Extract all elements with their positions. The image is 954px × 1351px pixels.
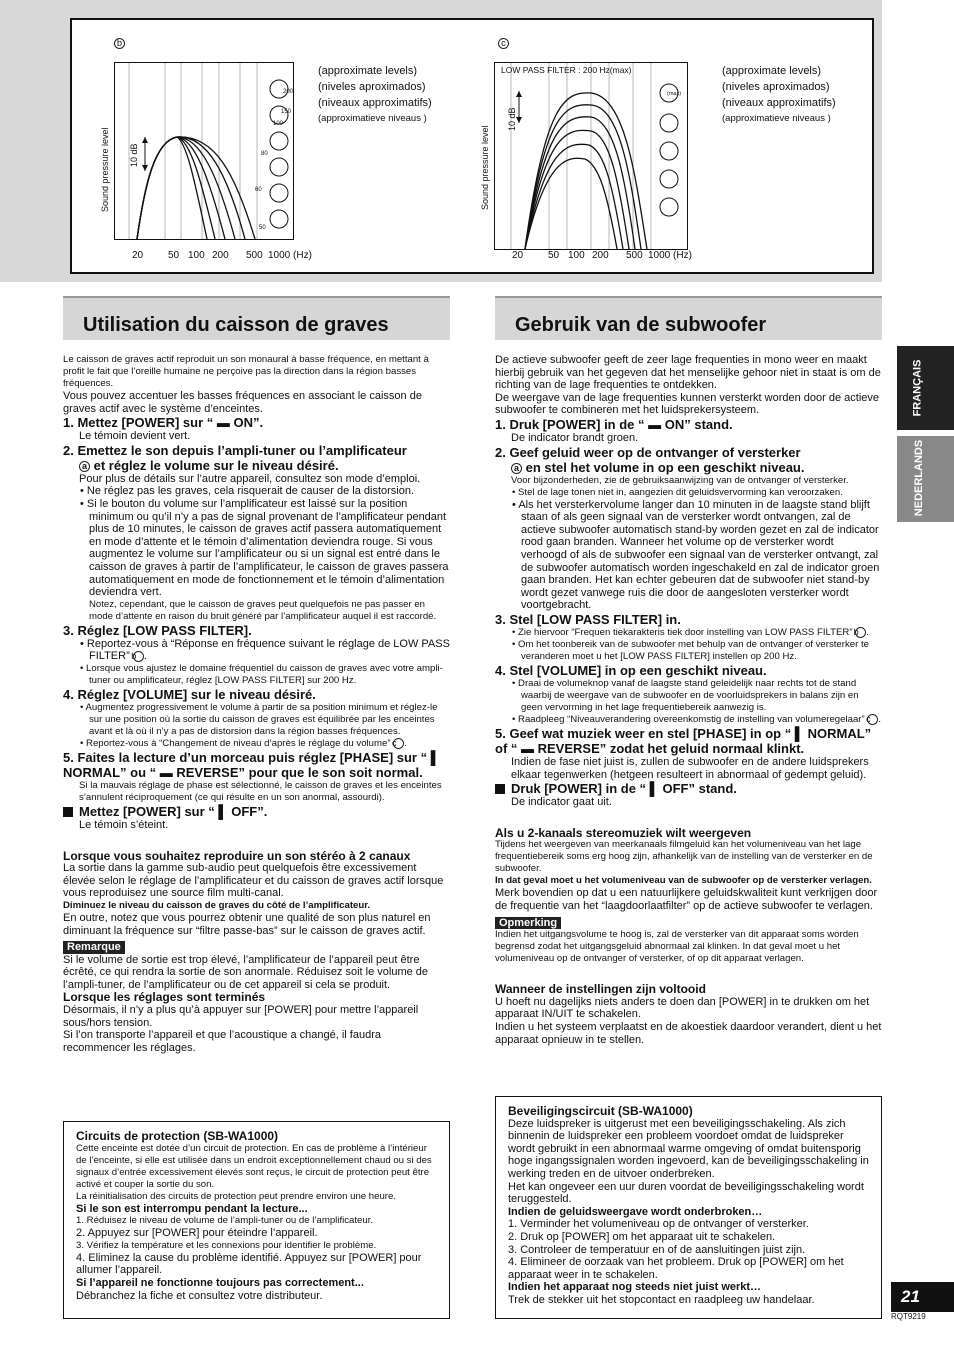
- fr-end-heading: Lorsque les réglages sont terminés: [63, 990, 266, 1005]
- nl-step-3-bullet: • Om het toonbereik van de subwoofer met behulp van de ontvanger of versterker te veranderen moet u het [LOW PASS FILTER] instellen op 200 Hz.: [512, 638, 869, 662]
- nl-stereo-text: Tijdens het weergeven van meerkanaals filmgeluid kan het volumeniveau van het lage frequentiebereik soms erg hoog zijn, afhankelijk van de instelling van de versterker en de subwoofer.: [495, 839, 873, 875]
- fr-stereo-text2: En outre, notez que vous pourrez obtenir une qualité de son plus naturel en diminuant la fréquence sur “filtre passe-bas” sur le caisson de graves actif.: [63, 911, 431, 937]
- nl-step-5: 5. Geef wat muziek weer en stel [PHASE] in op “ ▌ NORMAL” of “ ▬ REVERSE” zodat het geluid normaal klinkt.: [495, 725, 872, 756]
- square-bullet-icon: [495, 784, 505, 794]
- fr-step-2-bullet: • Ne réglez pas les graves, cela risquerait de causer de la distorsion.: [80, 485, 415, 498]
- fr-step-6: Mettez [POWER] sur “ ▌ OFF”.: [63, 804, 450, 819]
- fr-section-header: [63, 296, 450, 340]
- fr-step-3: 3. Réglez [LOW PASS FILTER].: [63, 622, 252, 638]
- fr-step-3-bullet: • Lorsque vous ajustez le domaine fréquentiel du caisson de graves avec votre ampli-tuner ou amplificateur, réglez [LOW PASS FILTER] sur 200 Hz.: [80, 662, 443, 686]
- page-number: 21: [891, 1282, 954, 1312]
- fr-step-4-bullet: • Augmentez progressivement le volume à partir de sa position minimum et réglez-le sur une position où la sortie du caisson de graves est équilibrée par les enceintes avant et là où il n’y a pas de distorsion dans la région basses fréquences.: [80, 701, 438, 737]
- fr-step-2: 2. Emettez le son depuis l’ampli-tuner ou l’amplificateur: [63, 442, 407, 458]
- nl-step-1: 1. Druk [POWER] in de “ ▬ ON” stand.: [495, 416, 733, 432]
- fr-step-4: 4. Réglez [VOLUME] sur le niveau désiré.: [63, 686, 316, 702]
- nl-step-3-bullet: • Zie hiervoor “Frequen tiekarakteris tiek door instelling van LOW PASS FILTER” b .: [512, 626, 869, 638]
- knob-label: 60: [255, 187, 262, 193]
- mark-a: a: [79, 461, 90, 472]
- nl-box-heading: Beveiligingscircuit (SB-WA1000): [508, 1104, 693, 1118]
- nl-step-2-bullet: • Als het versterkervolume langer dan 10 minuten in de laagste stand blijft staan of als geen signaal van de versterker wordt ontvangen, zal de actieve subwoofer automatisch stand-by worden gezet en zal de indicator rood gaan branden. Wanneer het volume op de versterker wordt verhoogd of als de subwoofer een signaal van de versterker ontvangt, zal de subwoofer automatisch worden ingeschakeld en zal de indicator groen gaan branden. Het kan echter gebeuren dat de subwoofer niet stand-by wordt gezet vanwege ruis die door de aangesloten versterker wordt voortgebracht.: [512, 498, 880, 612]
- fr-stereo-bold: Diminuez le niveau du caisson de graves du côté de l’amplificateur.: [63, 899, 371, 911]
- graph-b-marker: b: [114, 38, 125, 49]
- graph-b-xtick: 100: [188, 250, 205, 261]
- graph-c-plot: [494, 62, 688, 250]
- fr-box-heading: Circuits de protection (SB-WA1000): [76, 1129, 279, 1143]
- knob-label: 100: [273, 121, 284, 127]
- graph-c-xtick: 1000 (Hz): [648, 250, 692, 261]
- fr-protection-box: Circuits de protection (SB-WA1000) Cette enceinte est dotée d’un circuit de protection. En cas de problème à l’intérieur de l’enceinte, si elle est utilisée dans un endroit exceptionnellement chaud ou si des signaux d’entrée excessivement élevés sont reçus, le circuit de protection peut être activé et couper la sortie du son. La réinitialisation des circuits de protection peut prendre environ une heure. Si le son est interrompu pendant la lecture... 1. Réduisez le niveau de volume de l’ampli-tuner ou de l’amplificateur. 2. Appuyez sur [POWER] pour éteindre l’appareil. 3. Vérifiez la température et les connexions pour identifier le problème. 4. Eliminez la cause du problème identifié. Appuyez sur [POWER] pour allumer l’appareil. Si l’appareil ne fonctionne toujours pas correctement... Débranchez la fiche et consultez votre distributeur.: [63, 1121, 450, 1319]
- tab-nederlands[interactable]: NEDERLANDS: [897, 436, 954, 522]
- nl-step-1-note: De indicator brandt groen.: [511, 431, 639, 444]
- graph-c-xtick: 20: [512, 250, 524, 261]
- nl-intro: De actieve subwoofer geeft de zeer lage frequenties in mono weer en maakt hierbij gebruik van het gegeven dat het menselijke gehoor niet in staat is om de richting van de lage frequenties te ontdekken.: [495, 354, 881, 392]
- graph-c-curves: [495, 63, 687, 249]
- nl-title: Gebruik van de subwoofer: [515, 314, 767, 336]
- nl-step-2b: a en stel het volume in op een geschikt niveau.: [495, 460, 882, 475]
- nl-stereo-heading: Als u 2-kanaals stereomuziek wilt weergeven: [495, 825, 752, 840]
- tab-francais[interactable]: FRANÇAIS: [897, 346, 954, 430]
- graph-c-ylabel: Sound pressure level: [480, 125, 490, 210]
- graph-c-approx: (approximate levels) (niveles aproximados) (niveaux approximatifs) (approximatieve niveaus ): [722, 65, 836, 124]
- fr-step-4-bullet: • Reportez-vous à “Changement de niveau d’après le réglage du volume” c .: [80, 737, 407, 749]
- nl-section-header: [495, 296, 882, 340]
- graph-c-db: 10 dB: [507, 107, 517, 131]
- fr-step-3-bullet: • Reportez-vous à “Réponse en fréquence suivant le réglage de LOW PASS FILTER” b .: [80, 637, 450, 663]
- nl-stereo-text2: Merk bovendien op dat u een natuurlijkere geluidskwaliteit kunt verkrijgen door de frequentie van het “laagdoorlaatfilter” op de actieve subwoofer te verlagen.: [495, 887, 878, 912]
- nl-step-2-note: Voor bijzonderheden, zie de gebruiksaanwijzing van de ontvanger of versterker.: [511, 474, 849, 486]
- graph-b-xtick: 200: [212, 250, 229, 261]
- fr-step-1-note: Le témoin devient vert.: [79, 430, 191, 443]
- fr-column: [63, 354, 450, 1054]
- nl-step-6: Druk [POWER] in de “ ▌ OFF” stand.: [495, 781, 882, 796]
- document-code: RQT9219: [891, 1312, 926, 1321]
- nl-intro2: De weergave van de lage frequenties kunnen versterkt worden door de actieve subwoofer te combineren met het luidsprekersysteem.: [495, 391, 880, 417]
- fr-end-text2: Si l’on transporte l’appareil et que l’acoustique a changé, il faudra recommencer les réglages.: [63, 1029, 381, 1054]
- nl-step-3: 3. Stel [LOW PASS FILTER] in.: [495, 611, 681, 627]
- nl-protection-box: Beveiligingscircuit (SB-WA1000) Deze luidspreker is uitgerust met een beveiligingsschakeling. Als zich binnenin de luidspreker een probleem voordoet omdat de luidspreker wordt gebruikt in een abnormaal warme omgeving of omdat buitensporig hoge ingangssignalen worden ingevoerd, kan de beveiligingsschakeling in werking treden en de uitvoer onderbreken. Het kan ongeveer een uur duren voordat de beveiligingsschakeling wordt teruggesteld. Indien de geluidsweergave wordt onderbroken… 1. Verminder het volumeniveau op de ontvanger of versterker. 2. Druk op [POWER] om het apparaat uit te schakelen. 3. Controleer de temperatuur en of de aansluitingen juist zijn. 4. Elimineer de oorzaak van het probleem. Druk op [POWER] om het apparaat weer in te schakelen. Indien het apparaat nog steeds niet juist werkt… Trek de stekker uit het stopcontact en raadpleeg uw handelaar.: [495, 1096, 882, 1319]
- graph-b-approx: (approximate levels) (niveles aproximados) (niveaux approximatifs) (approximatieve niveaus ): [318, 65, 432, 124]
- fr-step-1: 1. Mettez [POWER] sur “ ▬ ON”.: [63, 415, 264, 431]
- fr-stereo-text: La sortie dans la gamme sub-audio peut quelquefois être excessivement élevée selon le réglage de l’amplificateur et du caisson de graves actif lorsque vous reproduisez une source film multi-canal.: [63, 862, 444, 900]
- fr-title: Utilisation du caisson de graves: [83, 314, 389, 336]
- fr-intro-small: Le caisson de graves actif reproduit un son monaural à basse fréquence, en mettant à profit le fait que l’oreille humaine ne perçoive pas la direction dans la région basses fréquences.: [63, 354, 429, 389]
- graph-b-plot: [114, 62, 294, 240]
- graph-b-xtick: 500: [246, 250, 263, 261]
- fr-stereo-heading: Lorsque vous souhaitez reproduire un son stéréo à 2 canaux: [63, 848, 411, 863]
- nl-end-text2: Indien u het systeem verplaatst en de akoestiek daardoor verandert, dient u het apparaat opnieuw in te stellen.: [495, 1020, 882, 1046]
- fr-step-2-bullet: • Si le bouton du volume sur l’amplificateur est laissé sur la position minimum ou qu’il n’y a pas de signal provenant de l’amplificateur pendant plus de 10 minutes, le caisson de graves actif passera automatiquement en mode d’attente et le témoin d’alimentation deviendra rouge. Si vous augmentez le volume sur l’amplificateur ou si un signal est entré dans le caisson de graves à partir de l’amplificateur, le caisson de graves passera automatiquement en mode de fonctionnement et le témoin d’alimentation deviendra vert.: [80, 497, 449, 599]
- fr-remark-tag: Remarque: [63, 941, 125, 954]
- knob-label: 200: [283, 89, 294, 95]
- knob-label: 150: [281, 109, 292, 115]
- knob-label: 50: [259, 225, 266, 231]
- nl-step-5-note: Indien de fase niet juist is, zullen de subwoofer en de andere luidsprekers elkaar tegenwerken (hetgeen resulteert in abnormaal of gedempt geluid).: [511, 755, 869, 781]
- mark-a: a: [511, 463, 522, 474]
- graph-b-xtick: 50: [168, 250, 180, 261]
- graph-b-db: 10 dB: [129, 143, 139, 167]
- graph-b-xtick: 20: [132, 250, 144, 261]
- nl-remark-tag: Opmerking: [495, 917, 561, 930]
- fr-end-text: Désormais, il n’y a plus qu’à appuyer sur [POWER] pour mettre l’appareil sous/hors tension.: [63, 1004, 419, 1029]
- nl-remark-text: Indien het uitgangsvolume te hoog is, zal de versterker van dit apparaat soms worden begrensd zodat het uitgangsgeluid abnormaal zal klinken. In dat geval moet u het volumeniveau op de ontvanger of versterker, of op dit apparaat verlagen.: [495, 929, 859, 965]
- graph-c-xtick: 50: [548, 250, 560, 261]
- graph-b-xtick: 1000 (Hz): [268, 250, 312, 261]
- fr-step-5-note: Si la mauvais réglage de phase est sélectionné, le caisson de graves et les enceintes s’annulent réciproquement (ce qui résulte en un son anormal, assourdi).: [79, 779, 442, 803]
- square-bullet-icon: [63, 807, 73, 817]
- graph-c-xtick: 100: [568, 250, 585, 261]
- nl-stereo-bold: In dat geval moet u het volumeniveau van de subwoofer op de versterker verlagen.: [495, 875, 872, 887]
- fr-intro: Vous pouvez accentuer les basses fréquences en associant le caisson de graves actif avec le système d’enceintes.: [63, 390, 422, 415]
- nl-step-4: 4. Stel [VOLUME] in op een geschikt niveau.: [495, 662, 767, 678]
- fr-step-5: 5. Faites la lecture d’un morceau puis réglez [PHASE] sur “ ▌ NORMAL” ou “ ▬ REVERSE” pour que le son soit normal.: [63, 749, 440, 780]
- fr-step-6-note: Le témoin s’éteint.: [79, 818, 169, 831]
- nl-step-4-bullet: • Draai de volumeknop vanaf de laagste stand geleidelijk naar rechts tot de stand waarbij de weergave van de subwoofer en de voorluidsprekers in balans zijn en geen vervorming in het lage frequentiebereik aanwezig is.: [512, 677, 859, 713]
- nl-end-text: U hoeft nu dagelijks niets anders te doen dan [POWER] in te drukken om het apparaat IN/UIT te schakelen.: [495, 995, 870, 1021]
- graph-c-xtick: 200: [592, 250, 609, 261]
- knob-label: 80: [261, 151, 268, 157]
- nl-step-4-bullet: • Raadpleeg “Niveauverandering overeenkomstig de instelling van volumeregelaar” c .: [512, 713, 882, 725]
- fr-step-2-note2: Notez, cependant, que le caisson de graves peut quelquefois ne pas passer en mode d’attente en raison du bruit généré par l’amplificateur auquel il est raccordé.: [89, 598, 437, 622]
- fr-step-2b: a et réglez le volume sur le niveau désiré.: [63, 458, 450, 473]
- graph-c-marker: c: [498, 38, 509, 49]
- nl-step-2: 2. Geef geluid weer op de ontvanger of versterker: [495, 444, 801, 460]
- fr-remark-text: Si le volume de sortie est trop élevé, l’amplificateur de l’appareil peut être écrêté, ce qui rendra la sortie de son anormale. Réduisez soit le volume de l’ampli-tuner, de l’amplificateur ou de cet appareil si cela se produit.: [63, 953, 429, 991]
- graph-c-title: LOW PASS FILTER : 200 Hz(max): [501, 65, 632, 75]
- nl-step-6-note: De indicator gaat uit.: [511, 796, 612, 809]
- knob-label: (max): [667, 91, 682, 97]
- nl-column: [495, 354, 882, 1046]
- graph-c-xtick: 500: [626, 250, 643, 261]
- fr-step-2-note: Pour plus de détails sur l’autre appareil, consultez son mode d’emploi.: [79, 472, 421, 485]
- graph-frame: [70, 18, 874, 274]
- nl-end-heading: Wanneer de instellingen zijn voltooid: [495, 982, 706, 997]
- nl-step-2-bullet: • Stel de lage tonen niet in, aangezien dit geluidsvervorming kan veroorzaken.: [512, 486, 843, 498]
- graph-b-ylabel: Sound pressure level: [100, 127, 110, 212]
